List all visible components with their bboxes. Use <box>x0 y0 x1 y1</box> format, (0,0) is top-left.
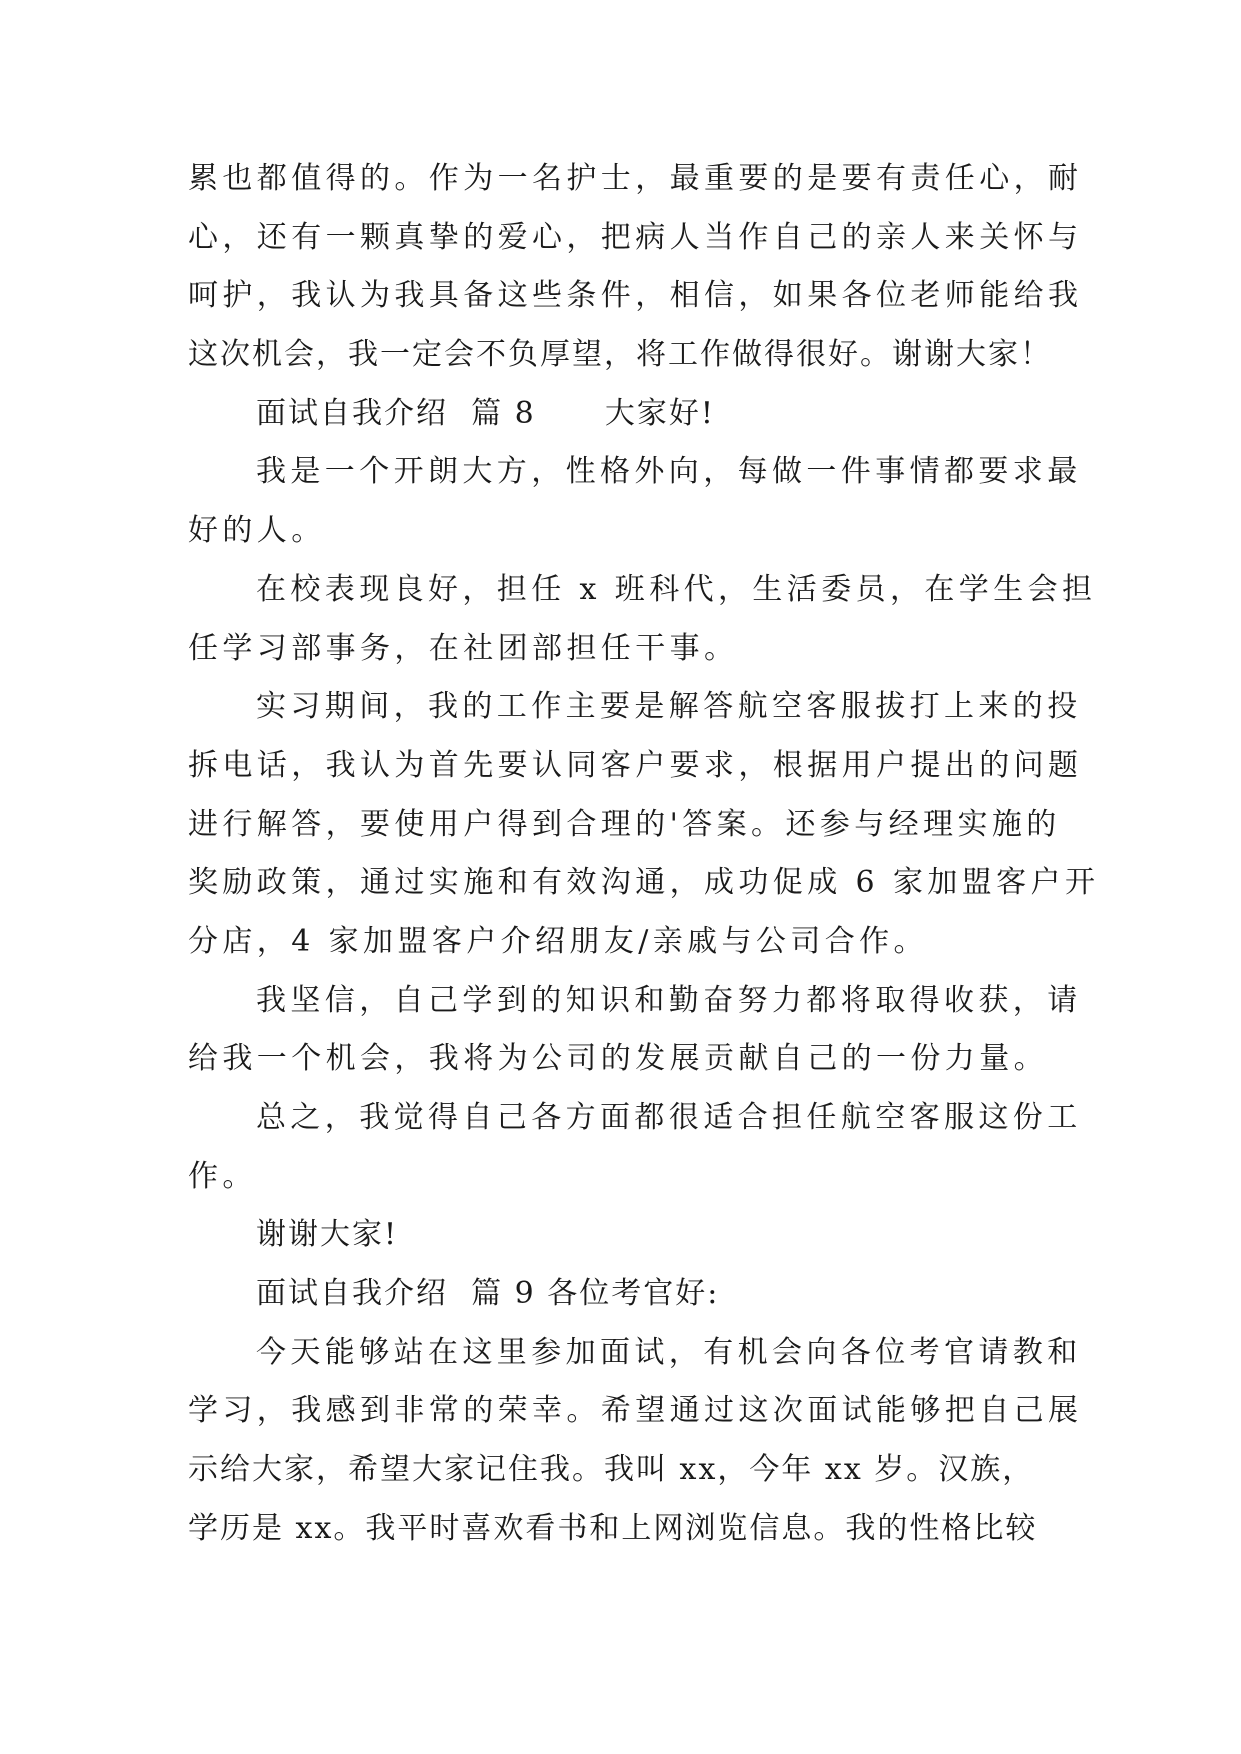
section-heading: 面试自我介绍 篇 9 各位考官好: <box>256 1276 720 1312</box>
text-line: 任学习部事务，在社团部担任干事。 <box>188 630 739 666</box>
text-line: 今天能够站在这里参加面试，有机会向各位考官请教和 <box>256 1334 1082 1370</box>
text-line: 学习，我感到非常的荣幸。希望通过这次面试能够把自己展 <box>188 1393 1083 1429</box>
text-line: 这次机会，我一定会不负厚望，将工作做得很好。谢谢大家！ <box>188 337 1052 373</box>
text-line: 给我一个机会，我将为公司的发展贡献自己的一份力量。 <box>188 1041 1048 1077</box>
text-line: 心，还有一颗真挚的爱心，把病人当作自己的亲人来关怀与 <box>188 219 1083 255</box>
text-line: 示给大家，希望大家记住我。我叫 xx，今年 xx 岁。汉族， <box>188 1452 1035 1488</box>
text-line: 作。 <box>188 1158 257 1194</box>
text-line: 总之，我觉得自己各方面都很适合担任航空客服这份工 <box>256 1100 1082 1135</box>
text-line: 呵护，我认为我具备这些条件，相信，如果各位老师能给我 <box>188 278 1083 314</box>
text-line: 奖励政策，通过实施和有效沟通，成功促成 6 家加盟客户开 <box>188 865 1100 901</box>
text-line: 学历是 xx。我平时喜欢看书和上网浏览信息。我的性格比较 <box>188 1510 1038 1546</box>
text-line: 进行解答，要使用户得到合理的'答案。还参与经理实施的 <box>188 806 1061 842</box>
text-line: 好的人。 <box>188 513 326 549</box>
text-line: 分店，4 家加盟客户介绍朋友/亲戚与公司合作。 <box>188 923 928 959</box>
text-line: 在校表现良好，担任 x 班科代，生活委员，在学生会担 <box>256 571 1097 607</box>
document-body <box>188 150 1100 1559</box>
text-line: 拆电话，我认为首先要认同客户要求，根据用户提出的问题 <box>188 747 1083 783</box>
text-line: 我坚信，自己学到的知识和勤奋努力都将取得收获，请 <box>256 982 1082 1018</box>
text-line: 谢谢大家! <box>256 1217 399 1253</box>
text-line: 累也都值得的。作为一名护士，最重要的是要有责任心，耐 <box>188 161 1083 196</box>
text-line: 我是一个开朗大方，性格外向，每做一件事情都要求最 <box>256 454 1082 490</box>
section-heading: 面试自我介绍 篇 8 大家好! <box>256 395 715 431</box>
text-line: 实习期间，我的工作主要是解答航空客服拔打上来的投 <box>256 689 1082 725</box>
